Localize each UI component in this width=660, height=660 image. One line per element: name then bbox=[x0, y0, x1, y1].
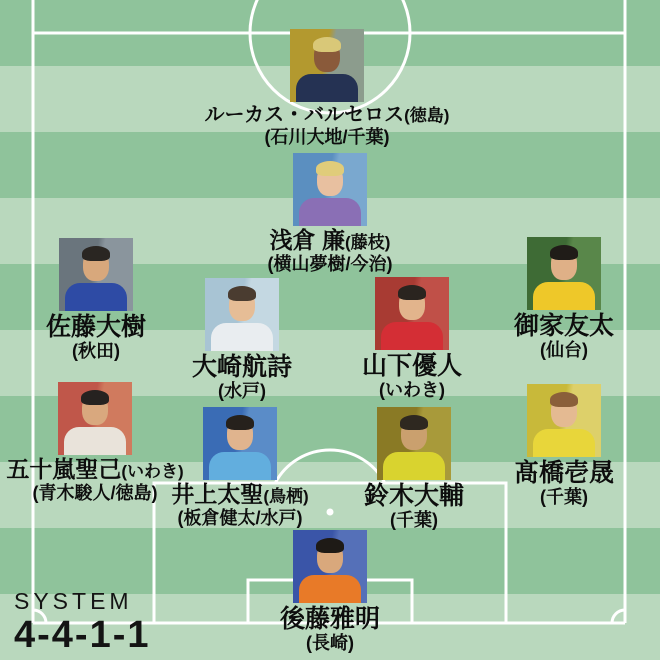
player-name: 佐藤大樹 bbox=[45, 313, 147, 341]
player-club: (千葉) bbox=[539, 487, 588, 507]
player-photo bbox=[290, 29, 364, 102]
player-photo bbox=[203, 407, 277, 480]
player-photo bbox=[58, 382, 132, 455]
player-club: (鳥栖) bbox=[263, 487, 309, 506]
player-photo bbox=[205, 278, 279, 351]
player-suzuki-daisuke bbox=[363, 407, 465, 530]
player-jersey bbox=[299, 575, 361, 603]
player-hair bbox=[550, 245, 578, 260]
player-hair bbox=[226, 415, 254, 430]
player-goto-masaaki bbox=[279, 530, 381, 653]
player-name: 後藤雅明 bbox=[279, 605, 381, 633]
player-club: (水戸) bbox=[217, 381, 266, 401]
player-club: (藤枝) bbox=[345, 233, 391, 252]
player-name: 井上太聖 bbox=[171, 481, 264, 507]
player-loan-note: (石川大地/千葉) bbox=[264, 126, 390, 147]
player-name: 御家友太 bbox=[513, 312, 615, 340]
player-hair bbox=[313, 37, 341, 52]
player-jersey bbox=[211, 323, 273, 351]
player-jersey bbox=[296, 74, 358, 102]
player-loan-note: (横山夢樹/今治) bbox=[267, 253, 393, 274]
player-jersey bbox=[533, 282, 595, 310]
player-name: 山下優人 bbox=[361, 352, 463, 380]
player-jersey bbox=[65, 283, 127, 311]
player-photo bbox=[293, 153, 367, 226]
player-club: (徳島) bbox=[404, 106, 450, 125]
player-photo bbox=[377, 407, 451, 480]
player-sato-daiki bbox=[45, 238, 147, 361]
player-hair bbox=[398, 285, 426, 300]
player-oie-yuta bbox=[513, 237, 615, 360]
player-name: 鈴木大輔 bbox=[363, 482, 465, 510]
player-hair bbox=[81, 390, 109, 405]
system-block bbox=[14, 588, 151, 657]
player-club: (千葉) bbox=[389, 510, 438, 530]
player-photo bbox=[527, 384, 601, 457]
player-osaki-koshi bbox=[191, 278, 293, 401]
player-hair bbox=[400, 415, 428, 430]
player-lucas-barcelos bbox=[204, 29, 450, 147]
player-hair bbox=[228, 286, 256, 301]
player-name: 五十嵐聖己 bbox=[6, 456, 122, 482]
player-jersey bbox=[381, 322, 443, 350]
formation-label: 4-4-1-1 bbox=[14, 614, 151, 657]
player-jersey bbox=[209, 452, 271, 480]
player-photo bbox=[59, 238, 133, 311]
player-name: 髙橋壱晟 bbox=[513, 459, 615, 487]
penalty-arc bbox=[275, 450, 385, 483]
player-loan-note: (板倉健太/水戸) bbox=[177, 507, 303, 528]
player-jersey bbox=[533, 429, 595, 457]
player-hair bbox=[316, 161, 344, 176]
system-label: SYSTEM bbox=[14, 588, 133, 614]
player-loan-note: (青木駿人/徳島) bbox=[32, 482, 158, 503]
player-name: 大崎航詩 bbox=[191, 353, 293, 381]
player-photo bbox=[527, 237, 601, 310]
player-inoue-taisei bbox=[171, 407, 309, 528]
player-club: (秋田) bbox=[71, 341, 120, 361]
player-takahashi-issei bbox=[513, 384, 615, 507]
player-yamashita-yuto bbox=[361, 277, 463, 400]
player-club: (いわき) bbox=[121, 462, 184, 481]
player-hair bbox=[82, 246, 110, 261]
player-club: (仙台) bbox=[539, 340, 588, 360]
player-igarashi-seiki bbox=[6, 382, 184, 503]
player-hair bbox=[316, 538, 344, 553]
player-photo bbox=[293, 530, 367, 603]
player-name: 浅倉 廉 bbox=[269, 227, 346, 253]
player-jersey bbox=[383, 452, 445, 480]
player-hair bbox=[550, 392, 578, 407]
player-name: ルーカス・バルセロス bbox=[204, 104, 405, 126]
player-club: (長崎) bbox=[305, 633, 354, 653]
penalty-spot bbox=[327, 509, 334, 516]
player-club: (いわき) bbox=[378, 380, 445, 400]
player-asakura-ren bbox=[267, 153, 393, 274]
player-photo bbox=[375, 277, 449, 350]
player-jersey bbox=[64, 427, 126, 455]
player-jersey bbox=[299, 198, 361, 226]
corner-arc-right bbox=[612, 610, 625, 623]
